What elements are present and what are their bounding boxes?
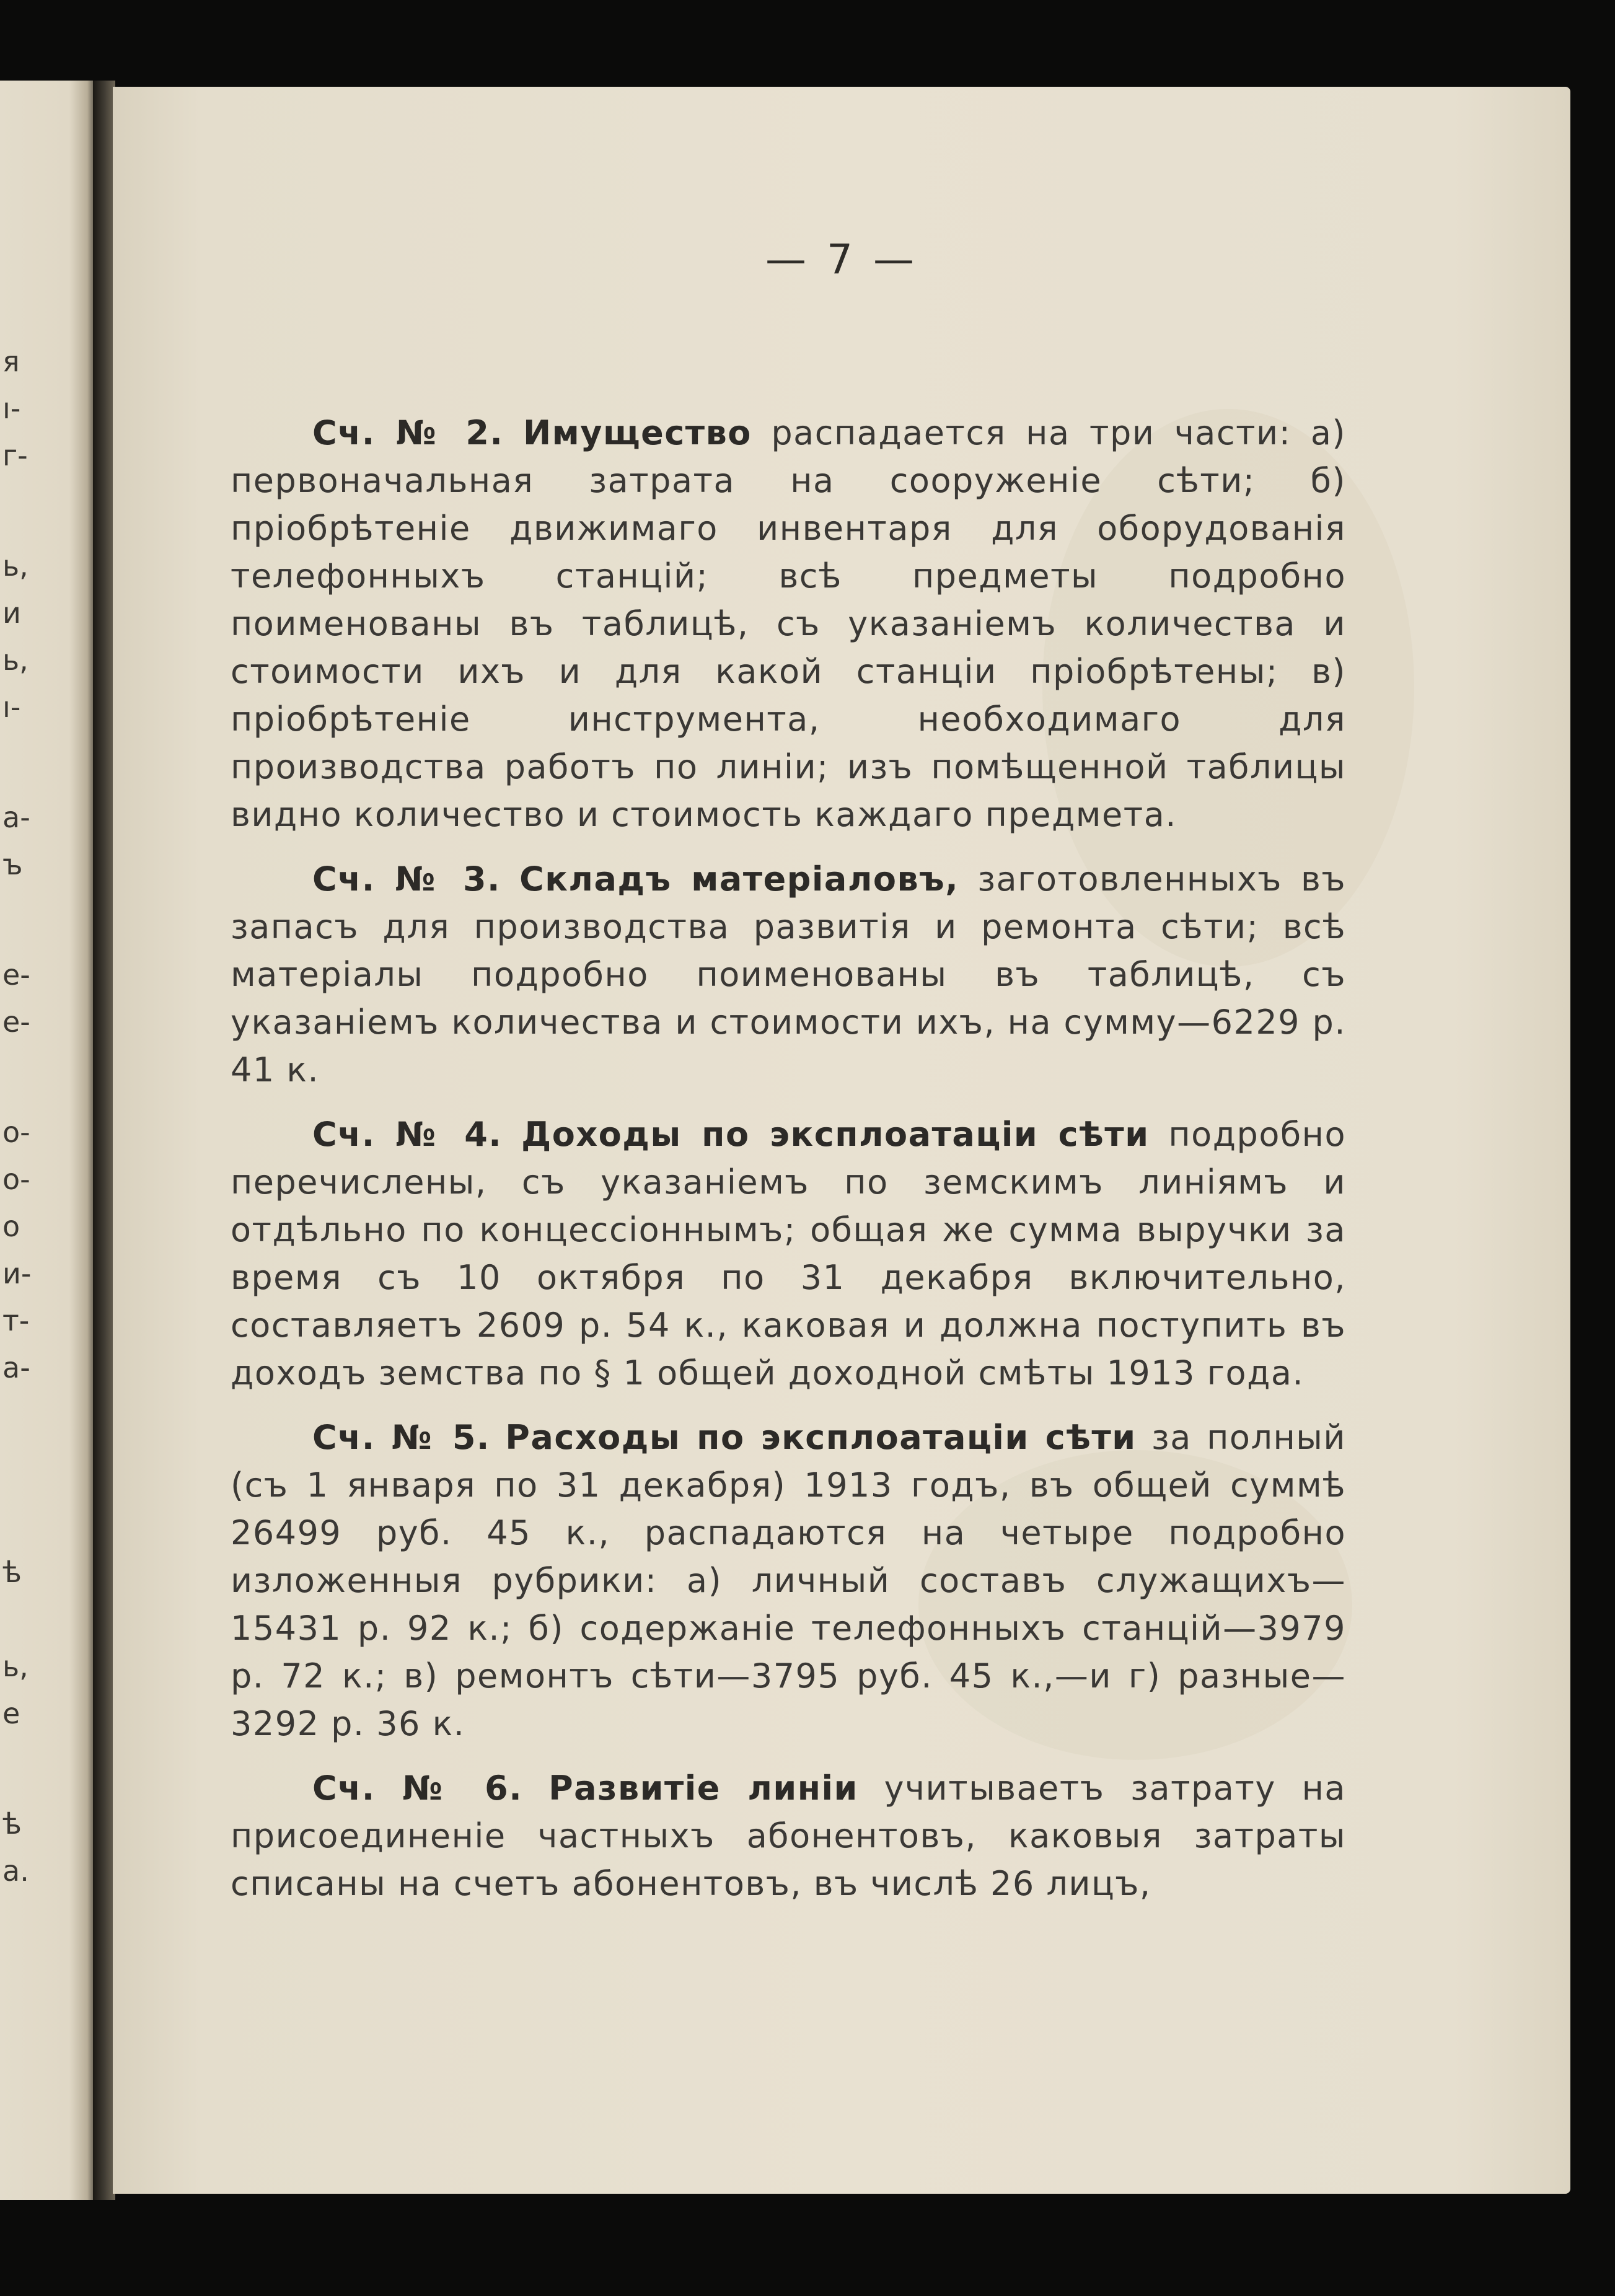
left-page-fragment: о	[2, 1210, 20, 1243]
left-page-fragment: о-	[2, 1115, 30, 1149]
left-page-fragment: ь,	[2, 549, 29, 583]
left-page-fragment: ı-	[2, 690, 21, 724]
document-page	[113, 87, 1570, 2194]
paragraph-account-4	[231, 1111, 1346, 1397]
left-page-fragment: ı-	[2, 392, 21, 425]
paragraph-account-2	[231, 409, 1346, 838]
left-page-fragment: е-	[2, 1005, 30, 1039]
account-label: Сч. № 3.	[312, 860, 501, 899]
paragraph-account-5	[231, 1414, 1346, 1748]
book-gutter	[93, 81, 115, 2200]
paragraph-account-6	[231, 1764, 1346, 1907]
paragraph-text: подробно перечислены, съ указаніемъ по земскимъ линіямъ и отдѣльно по концессіоннымъ; общая же сумма выручки за время съ 10 октября по 31 декабря включительно, составляетъ 2609 р. 54 к., каковая и должна поступить въ доходъ земства по § 1 общей доходной смѣты 1913 года.	[231, 1115, 1347, 1392]
left-page-fragment: г-	[2, 439, 28, 472]
left-page-fragment: т-	[2, 1304, 30, 1337]
body-text	[231, 409, 1346, 1924]
account-heading: Доходы по эксплоатаціи сѣти	[521, 1115, 1150, 1154]
left-page-fragment: a.	[2, 1854, 29, 1888]
left-page-fragment: ь,	[2, 643, 29, 677]
paragraph-text: заготовленныхъ въ запасъ для производства развитія и ремонта сѣти; всѣ матеріалы подробно поименованы въ таблицѣ, съ указаніемъ количества и стоимости ихъ, на сумму—6229 р. 41 к.	[231, 860, 1346, 1089]
left-facing-page	[0, 81, 99, 2200]
left-page-fragment: я	[2, 345, 20, 378]
left-page-fragment: о-	[2, 1163, 30, 1196]
left-page-fragment: a-	[2, 801, 30, 834]
account-heading: Складъ матеріаловъ,	[519, 860, 959, 899]
page-number: — 7 —	[765, 235, 918, 283]
account-heading: Имущество	[522, 413, 752, 452]
paragraph-text: учитываетъ затрату на присоединеніе частныхъ абонентовъ, каковыя затраты списаны на счетъ абонентовъ, въ числѣ 26 лицъ,	[231, 1769, 1346, 1903]
left-page-fragment: и	[2, 596, 21, 630]
account-label: Сч. № 5.	[312, 1418, 490, 1457]
left-page-fragment: е-	[2, 958, 30, 992]
left-page-fragment: ѣ	[2, 1555, 22, 1589]
paragraph-account-3	[231, 855, 1346, 1094]
paragraph-text: распадается на три части: а) первоначальная затрата на сооруженіе сѣти; б) пріобрѣтеніе движимаго инвентаря для оборудованія телефонныхъ станцій; всѣ предметы подробно поименованы въ таблицѣ, съ указаніемъ количества и стоимости ихъ и для какой станціи пріобрѣтены; в) пріобрѣтеніе инструмента, необходимаго для производства работъ по линіи; изъ помѣщенной таблицы видно количество и стоимость каждаго предмета.	[231, 413, 1346, 834]
account-label: Сч. № 6.	[312, 1769, 523, 1808]
account-label: Сч. № 2.	[312, 413, 504, 452]
left-page-fragment: ь,	[2, 1650, 29, 1683]
left-page-fragment: ъ	[2, 848, 23, 881]
left-page-fragment: е	[2, 1697, 20, 1730]
account-label: Сч. № 4.	[312, 1115, 503, 1154]
left-page-fragment: и-	[2, 1257, 32, 1290]
left-page-fragment: a-	[2, 1351, 30, 1384]
paragraph-text: за полный (съ 1 января по 31 декабря) 1913 годъ, въ общей суммѣ 26499 руб. 45 к., распадаются на четыре подробно изложенныя рубрики: а) личный составъ служащихъ—15431 р. 92 к.; б) содержаніе телефонныхъ станцій—3979 р. 72 к.; в) ремонтъ сѣти—3795 руб. 45 к.,—и г) разные—3292 р. 36 к.	[231, 1418, 1347, 1743]
account-heading: Развитіе линіи	[548, 1769, 858, 1808]
left-page-fragment: ѣ	[2, 1807, 22, 1841]
account-heading: Расходы по эксплоатаціи сѣти	[505, 1418, 1137, 1457]
